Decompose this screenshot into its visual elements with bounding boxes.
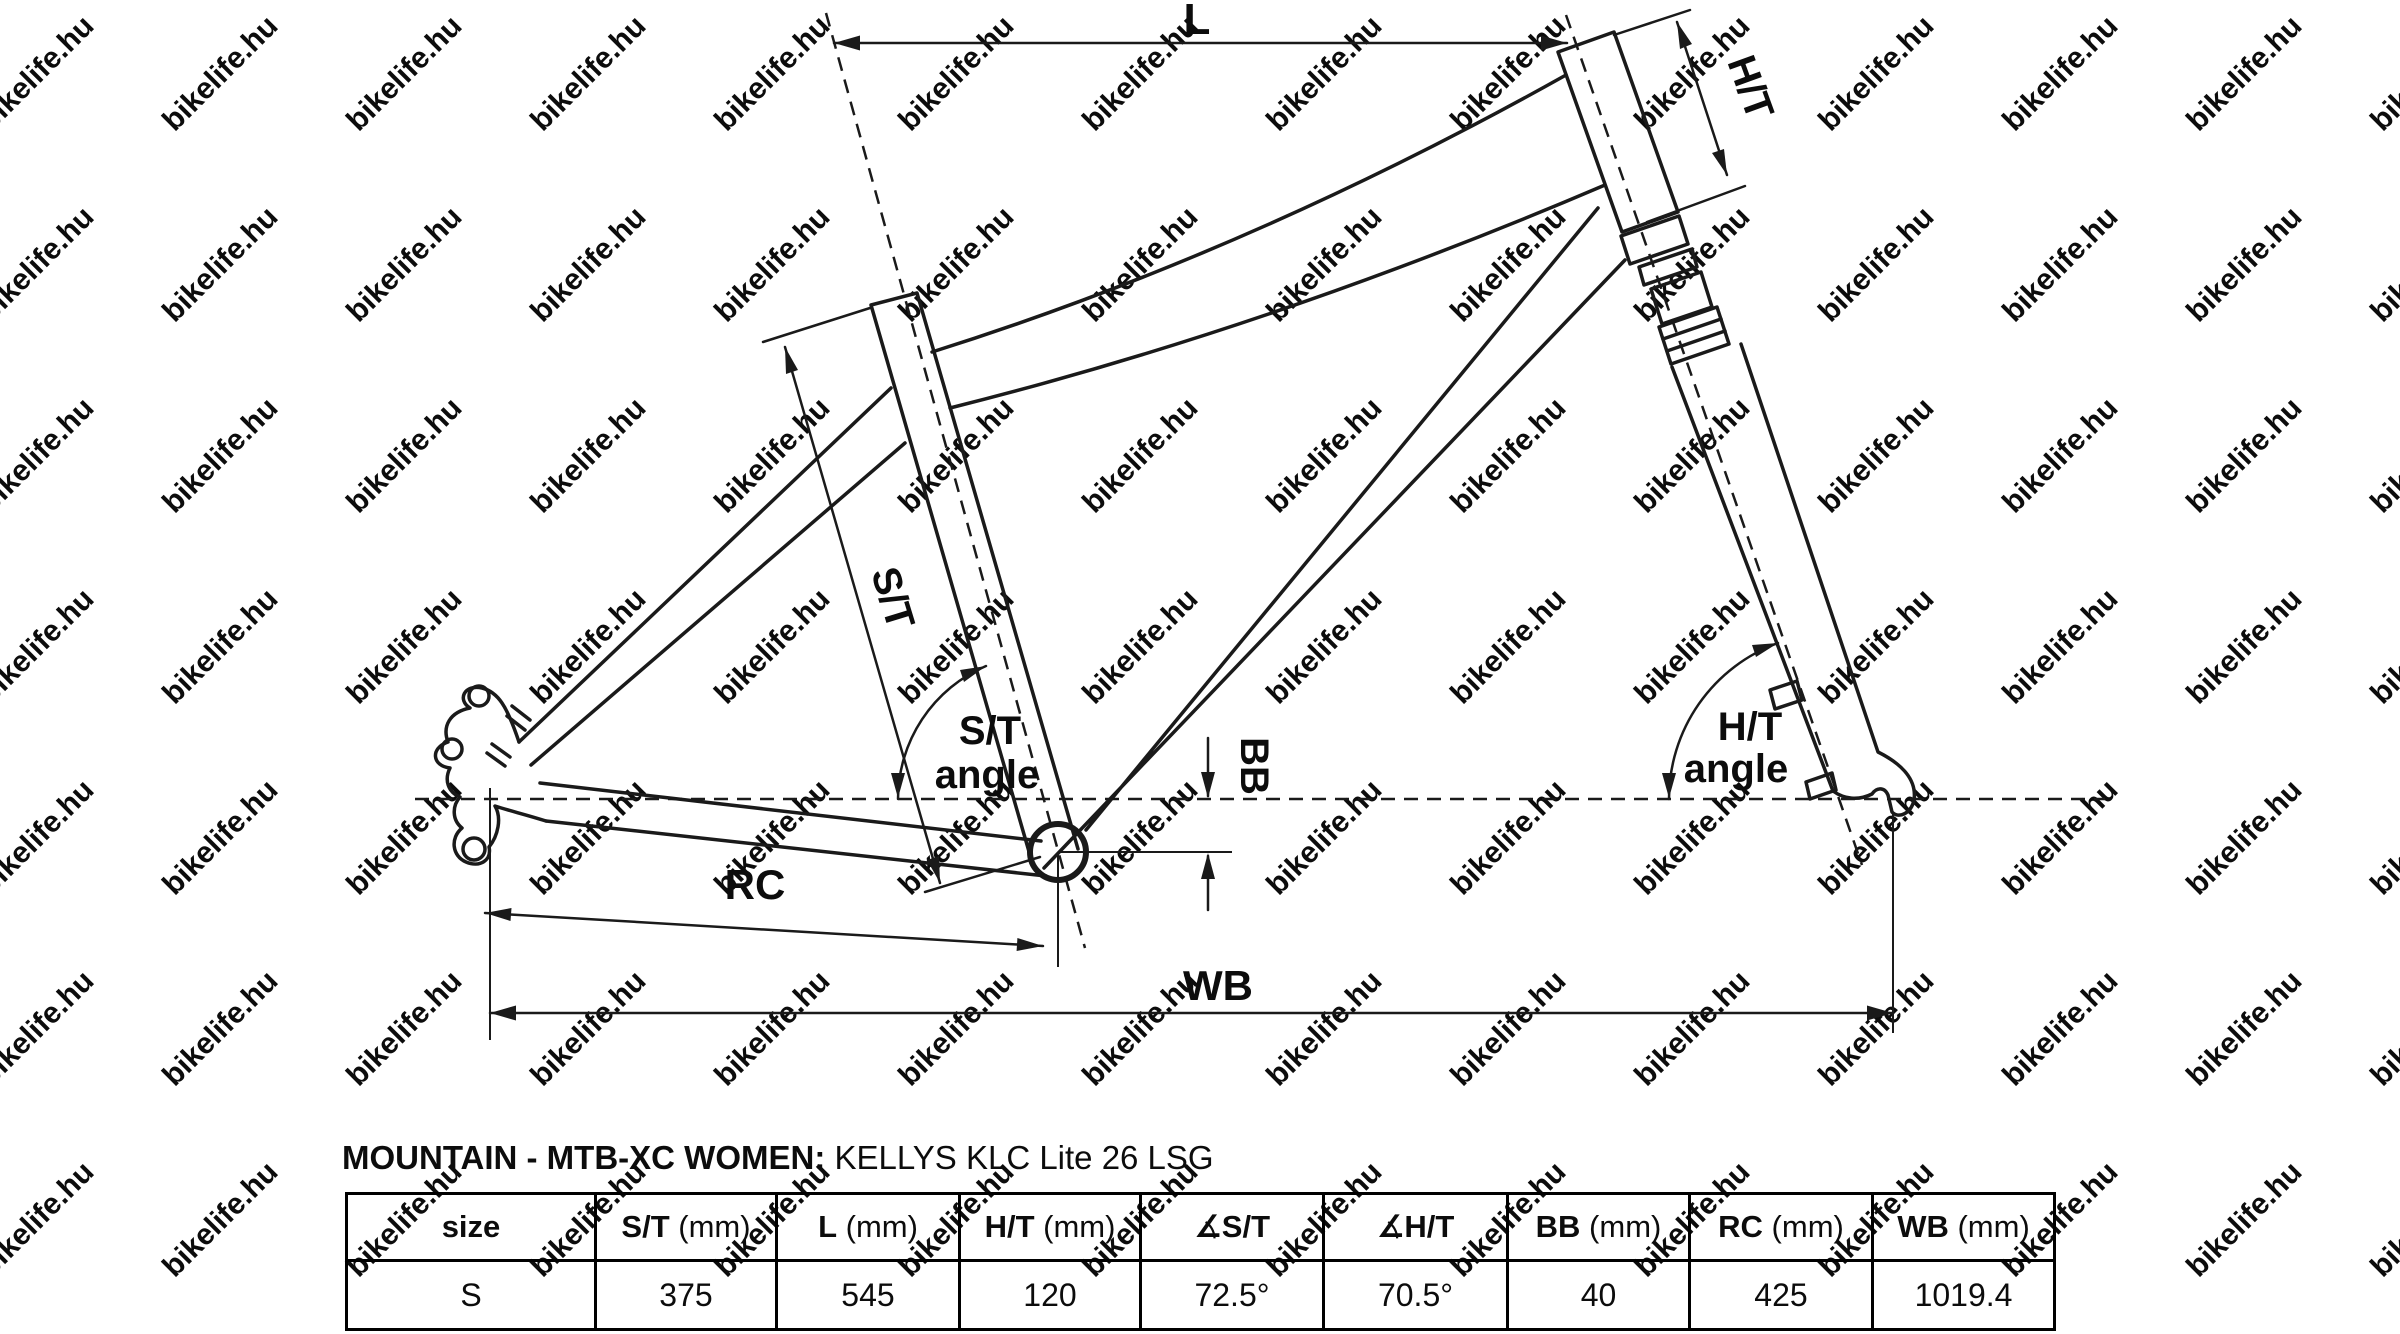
header-label: ∡H/T (1376, 1209, 1455, 1244)
arrow-ST-angle-top (960, 666, 986, 682)
header-label: S/T (621, 1209, 670, 1244)
col-header-size (347, 1194, 596, 1261)
dropout-slot-2 (487, 744, 510, 766)
col-header-ht-angle (1324, 1194, 1508, 1261)
dimension-arrowheads (485, 22, 1893, 1021)
col-header-rc (1690, 1194, 1873, 1261)
table-header-row (347, 1194, 2055, 1261)
dimension-lines (485, 10, 1893, 1013)
cell-rc: 425 (1690, 1261, 1873, 1330)
arrow-L-right (1541, 36, 1567, 51)
label-head-angle-1: H/T (1717, 705, 1783, 749)
cell-l: 545 (777, 1261, 960, 1330)
arrow-WB-right (1867, 1006, 1893, 1021)
label-seat-angle-2: angle (934, 753, 1040, 797)
col-header-st (596, 1194, 777, 1261)
header-unit: (mm) (669, 1209, 751, 1244)
arrow-HT-angle-top (1752, 643, 1778, 657)
header-label: BB (1535, 1209, 1581, 1244)
arrow-BB-top (1201, 772, 1215, 798)
arrow-ST-angle-bottom (891, 773, 905, 798)
label-head-tube: H/T (1718, 49, 1782, 126)
dropout-slot-1 (507, 706, 530, 730)
title-model: KELLYS KLC Lite 26 LSG (825, 1139, 1214, 1176)
top-tube-outline (932, 75, 1605, 408)
label-rear-center: RC (724, 861, 786, 908)
cell-size: S (347, 1261, 596, 1330)
label-head-angle-2: angle (1683, 747, 1789, 791)
geometry-table (345, 1192, 2056, 1331)
fork-crown (1621, 216, 1729, 364)
col-header-bb (1508, 1194, 1690, 1261)
page-title (342, 1140, 1214, 1176)
axis-lines (415, 13, 2105, 948)
cell-bb: 40 (1508, 1261, 1690, 1330)
fork-leg (1672, 344, 1914, 815)
arrow-ST-bottom (927, 856, 940, 883)
header-label: size (441, 1209, 501, 1244)
header-unit: (mm) (837, 1209, 918, 1244)
label-seat-angle-1: S/T (958, 709, 1022, 753)
header-label: WB (1897, 1209, 1949, 1244)
label-top-tube-length: L (1183, 0, 1211, 44)
seat-tube-axis (826, 13, 1085, 948)
arrow-ST-top (785, 347, 798, 374)
label-wheelbase: WB (1183, 962, 1253, 1009)
table-row (347, 1261, 2055, 1330)
arrow-HT-angle-bottom (1662, 773, 1676, 798)
head-tube-outline (1558, 32, 1678, 232)
cell-st-angle: 72.5° (1141, 1261, 1324, 1330)
header-label: L (818, 1209, 838, 1244)
header-label: H/T (984, 1209, 1035, 1244)
arrow-L-left (834, 36, 860, 51)
dim-RC-line (485, 913, 1043, 946)
header-unit: (mm) (1948, 1209, 2030, 1244)
col-header-ht (960, 1194, 1141, 1261)
arrow-HT-bottom (1712, 149, 1727, 175)
col-header-wb (1873, 1194, 2055, 1261)
cell-ht: 120 (960, 1261, 1141, 1330)
header-unit: (mm) (1762, 1209, 1844, 1244)
arrow-HT-top (1677, 22, 1692, 49)
arrow-RC-left (485, 908, 512, 921)
arrow-BB-bottom (1201, 853, 1215, 879)
header-label: RC (1718, 1209, 1763, 1244)
cell-st: 375 (596, 1261, 777, 1330)
header-unit: (mm) (1034, 1209, 1116, 1244)
seat-stays-outline (519, 388, 905, 765)
arrow-RC-right (1017, 938, 1043, 951)
title-category: MOUNTAIN - MTB-XC WOMEN: (342, 1139, 826, 1176)
header-label: ∡S/T (1193, 1209, 1271, 1244)
col-header-l (777, 1194, 960, 1261)
down-tube-outline (1044, 208, 1625, 868)
arrow-WB-left (490, 1006, 516, 1021)
cell-wb: 1019.4 (1873, 1261, 2055, 1330)
cell-ht-angle: 70.5° (1324, 1261, 1508, 1330)
col-header-st-angle (1141, 1194, 1324, 1261)
label-seat-tube: S/T (862, 562, 923, 635)
steering-axis (1566, 15, 1862, 865)
label-bb-drop: BB (1232, 737, 1276, 795)
header-unit: (mm) (1580, 1209, 1662, 1244)
